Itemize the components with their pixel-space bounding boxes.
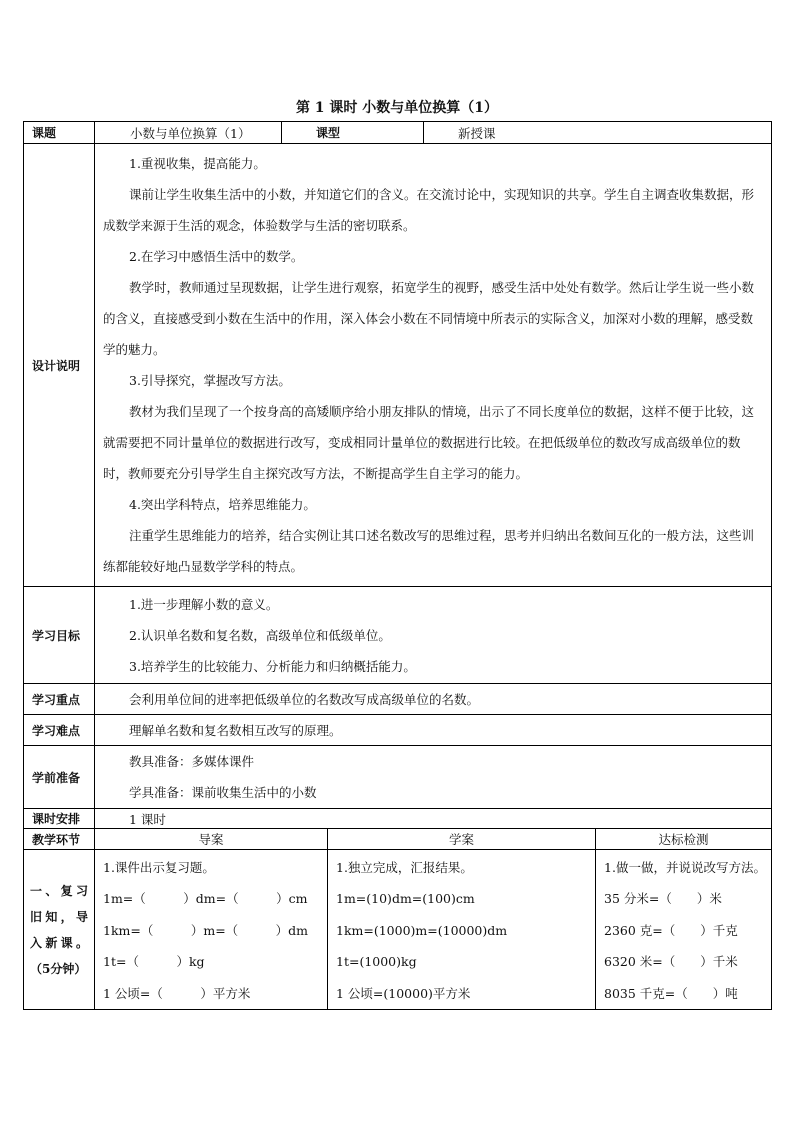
lesson-plan-table <box>23 121 772 1010</box>
goals-label: 学习目标 <box>24 587 95 684</box>
study-line: 1 公顷=(10000)平方米 <box>336 985 471 1001</box>
design-paragraph: 课前让学生收集生活中的小数，并知道它们的含义。在交流讨论中，实现知识的共享。学生自主调查收集数据，形成数学来源于生活的观念，体验数学与生活的密切联系。 <box>103 187 755 233</box>
study-line: 1t=(1000)kg <box>336 954 417 970</box>
prep-content <box>95 746 772 809</box>
design-content <box>95 144 772 587</box>
guide-line: 1 公顷=（ ）平方米 <box>103 985 251 1001</box>
subject-label: 课题 <box>24 122 95 144</box>
key-point-label: 学习重点 <box>24 684 95 715</box>
study-line: 1km=(1000)m=(10000)dm <box>336 922 508 938</box>
goal-item: 3.培养学生的比较能力、分析能力和归纳概括能力。 <box>129 658 416 674</box>
design-paragraph: 教材为我们呈现了一个按身高的高矮顺序给小朋友排队的情境，出示了不同长度单位的数据，这样不便于比较，这就需要把不同计量单位的数据进行改写，变成相同计量单位的数据进行比较。在把低级单位的数改写成高级单位的数时，教师要充分引导学生自主探究改写方法，不断提高学生自主学习的能力。 <box>103 404 755 481</box>
difficulty-text: 理解单名数和复名数相互改写的原理。 <box>95 715 772 746</box>
design-paragraph: 3.引导探究，掌握改写方法。 <box>129 373 291 388</box>
goals-content <box>95 587 772 684</box>
type-value: 新授课 <box>424 122 772 144</box>
subject-value: 小数与单位换算（1） <box>95 122 282 144</box>
section-head-row <box>24 829 772 850</box>
design-paragraph: 注重学生思维能力的培养，结合实例让其口述名数改写的思维过程，思考并归纳出名数间互化的一般方法，这些训练都能较好地凸显数学学科的特点。 <box>103 528 755 574</box>
goals-row <box>24 587 772 684</box>
stage1-guide <box>95 850 328 1010</box>
difficulty-row <box>24 715 772 746</box>
guide-line: 1.课件出示复习题。 <box>103 860 215 875</box>
type-label: 课型 <box>282 122 424 144</box>
guide-line: 1t=（ ）kg <box>103 954 205 970</box>
design-paragraph: 2.在学习中感悟生活中的数学。 <box>129 249 304 264</box>
stage1-check <box>596 850 772 1010</box>
prep-row <box>24 746 772 809</box>
design-row <box>24 144 772 587</box>
key-point-text: 会利用单位间的进率把低级单位的名数改写成高级单位的名数。 <box>95 684 772 715</box>
check-line: 6320 米=（ ）千米 <box>604 954 738 970</box>
schedule-row <box>24 809 772 829</box>
prep-item: 学具准备：课前收集生活中的小数 <box>129 785 317 800</box>
stage1-row <box>24 850 772 1010</box>
prep-item: 教具准备：多媒体课件 <box>129 754 255 769</box>
col-head-guide: 导案 <box>95 829 328 850</box>
col-head-check: 达标检测 <box>596 829 772 850</box>
subject-row <box>24 122 772 144</box>
goal-item: 2.认识单名数和复名数，高级单位和低级单位。 <box>129 627 391 643</box>
guide-line: 1m=（ ）dm=（ ）cm <box>103 891 308 907</box>
goal-item: 1.进一步理解小数的意义。 <box>129 596 279 612</box>
stage1-label: 一、复习旧知，导入新课。（5分钟） <box>24 850 95 1010</box>
prep-label: 学前准备 <box>24 746 95 809</box>
guide-line: 1km=（ ）m=（ ）dm <box>103 922 309 938</box>
check-line: 2360 克=（ ）千克 <box>604 922 738 938</box>
design-paragraph: 1.重视收集，提高能力。 <box>129 156 266 171</box>
design-paragraph: 4.突出学科特点，培养思维能力。 <box>129 497 316 512</box>
difficulty-label: 学习难点 <box>24 715 95 746</box>
schedule-text: 1 课时 <box>95 809 772 829</box>
section-head-label: 教学环节 <box>24 829 95 850</box>
check-line: 8035 千克=（ ）吨 <box>604 985 738 1001</box>
design-label: 设计说明 <box>24 144 95 587</box>
check-line: 35 分米=（ ）米 <box>604 891 722 907</box>
col-head-study: 学案 <box>328 829 596 850</box>
design-paragraph: 教学时，教师通过呈现数据，让学生进行观察，拓宽学生的视野，感受生活中处处有数学。然后让学生说一些小数的含义，直接感受到小数在生活中的作用，深入体会小数在不同情境中所表示的实际含义，加深对小数的理解，感受数学的魅力。 <box>103 280 755 357</box>
schedule-label: 课时安排 <box>24 809 95 829</box>
stage1-study <box>328 850 596 1010</box>
page-title: 第 1 课时 小数与单位换算（1） <box>295 100 499 116</box>
study-line: 1.独立完成，汇报结果。 <box>336 860 473 875</box>
study-line: 1m=(10)dm=(100)cm <box>336 891 475 907</box>
key-point-row <box>24 684 772 715</box>
check-line: 1.做一做，并说说改写方法。 <box>604 860 766 875</box>
